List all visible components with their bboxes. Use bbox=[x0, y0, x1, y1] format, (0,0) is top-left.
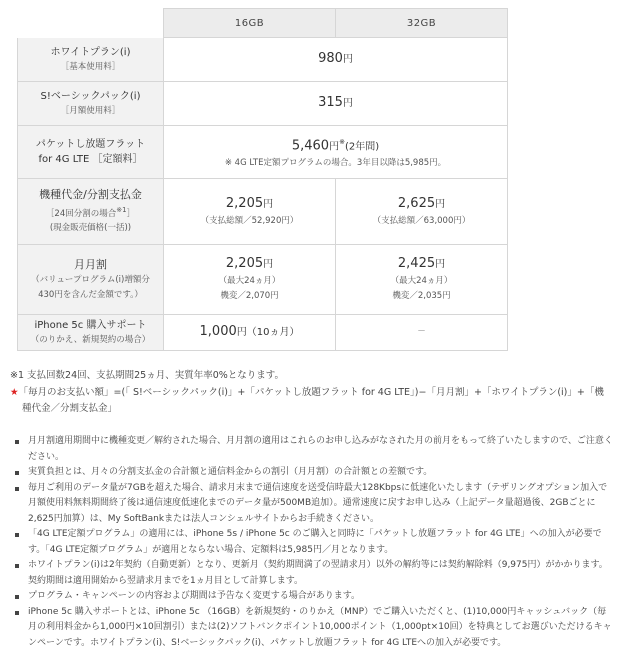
price-amount: 2,425 bbox=[398, 256, 435, 271]
list-item: ホワイトプラン(i)は2年契約（自動更新）となり、更新月（契約期間満了の翌請求月）以外の解約等には契約解除料（9,975円）がかかります。契約期間は適用開始から翌請求月までを1ヵ月目として計算します。 bbox=[10, 558, 615, 589]
row-label-sub: ［24回分割の場合$^{※1}$］ bbox=[46, 203, 135, 222]
row-label-main: 月月割 bbox=[74, 257, 107, 273]
price-note: ※ 4G LTE定額プログラムの場合。3年目以降は5,985円。 bbox=[225, 156, 446, 171]
price-sub: （支払総額／52,920円） bbox=[201, 214, 299, 229]
table-row bbox=[17, 315, 508, 351]
row-label bbox=[18, 126, 164, 178]
price-sub2: 機変／2,070円 bbox=[220, 289, 278, 304]
notes bbox=[10, 368, 610, 417]
merged-cell bbox=[164, 126, 507, 178]
row-label-sub2: (現金販売価格(一括)) bbox=[50, 221, 131, 236]
merged-cell bbox=[164, 38, 507, 81]
table-row bbox=[17, 38, 508, 82]
note-mark: ※ bbox=[339, 138, 345, 146]
cell-32gb: 2,425円 （最大24ヵ月） 機変／2,035円 bbox=[335, 245, 507, 314]
price-amount: 315 bbox=[318, 95, 343, 110]
row-label bbox=[18, 179, 164, 244]
not-applicable: － bbox=[417, 325, 426, 340]
price-amount: 2,205 bbox=[226, 196, 263, 211]
price-sub2: 機変／2,035円 bbox=[392, 289, 450, 304]
cell-16gb: 2,205円 （支払総額／52,920円） bbox=[164, 179, 335, 244]
list-item: 実質負担とは、月々の分割支払金の合計額と通信料金からの割引（月月割）の合計額との差額です。 bbox=[10, 465, 615, 481]
period: (2年間) bbox=[345, 141, 379, 152]
price-sub: （支払総額／63,000円） bbox=[373, 214, 471, 229]
cell-16gb: 2,205円 （最大24ヵ月） 機変／2,070円 bbox=[164, 245, 335, 314]
row-label-main: 機種代金/分割支払金 bbox=[39, 187, 142, 203]
price-amount: 2,205 bbox=[226, 256, 263, 271]
header-32gb: 32GB bbox=[335, 9, 507, 37]
row-label bbox=[18, 82, 164, 125]
price-amount: 2,625 bbox=[398, 196, 435, 211]
price-amount: 5,460 bbox=[292, 138, 329, 153]
row-label-sub2: 430円を含んだ金額です。） bbox=[38, 288, 143, 303]
row-label bbox=[18, 245, 164, 314]
price-sub: （最大24ヵ月） bbox=[391, 274, 453, 289]
price-sub: （最大24ヵ月） bbox=[219, 274, 281, 289]
cell-16gb: 1,000円（10ヵ月） bbox=[164, 315, 335, 350]
row-label-main: iPhone 5c 購入サポート bbox=[35, 318, 147, 333]
bullet-list bbox=[10, 434, 615, 651]
row-label-sub: ［基本使用料］ bbox=[61, 60, 121, 75]
formula bbox=[10, 385, 610, 417]
cell-32gb bbox=[335, 315, 507, 350]
table-row bbox=[17, 245, 508, 315]
yen-unit: 円 bbox=[343, 54, 353, 65]
row-label-sub: for 4G LTE ［定額料］ bbox=[38, 152, 142, 167]
yen-unit: 円 bbox=[329, 141, 339, 152]
yen-unit: 円 bbox=[343, 98, 353, 109]
price-amount: 1,000 bbox=[200, 324, 237, 339]
row-label bbox=[18, 38, 164, 81]
price-amount: 980 bbox=[318, 51, 343, 66]
table-row bbox=[17, 126, 508, 179]
list-item: 月月割適用期間中に機種変更／解約された場合、月月割の適用はこれらのお申し込みがなされた月の前月をもって終了いたしますので、ご注意ください。 bbox=[10, 434, 615, 465]
list-item: 「4G LTE定額プログラム」の適用には、iPhone 5s / iPhone 5c のご購入と同時に「パケットし放題フラット for 4G LTE」への加入が必要です。「4G LTE定額プログラム」が適用とならない場合、定額料は5,985円／月となります。 bbox=[10, 527, 615, 558]
table-row bbox=[17, 179, 508, 245]
star-icon: ★ bbox=[10, 387, 19, 398]
row-label-main: S!ベーシックパック(i) bbox=[41, 89, 141, 104]
row-label-main: ホワイトプラン(i) bbox=[51, 45, 131, 60]
row-label-sub: （バリュープログラム(i)増額分 bbox=[31, 273, 150, 288]
merged-cell bbox=[164, 82, 507, 125]
footnote: ※1 支払回数24回、支払期間25ヵ月、実質年率0%となります。 bbox=[10, 368, 610, 384]
row-label-sub: ［月額使用料］ bbox=[61, 104, 121, 119]
row-label bbox=[18, 315, 164, 350]
formula-text: 「毎月のお支払い額」=(「 S!ベーシックパック(i)」+「パケットし放題フラット for 4G LTE」)−「月月割」+「ホワイトプラン(i)」+「機種代金／分割支払金」 bbox=[19, 387, 604, 414]
list-item: 毎月ご利用のデータ量が7GBを超えた場合、請求月末まで通信速度を送受信時最大128Kbpsに低速化いたします（テザリングオプション加入で月額使用料無料期間終了後は通信速度低速化までのデータ量が500MB追加）。通常速度に戻すお申し込み（上記データ量超過後、2GBごとに2,625円加算）は、My SoftBankまたは法人コンシェルサイトからお手続きください。 bbox=[10, 481, 615, 528]
table-row bbox=[17, 82, 508, 126]
cell-32gb: 2,625円 （支払総額／63,000円） bbox=[335, 179, 507, 244]
table-header bbox=[163, 8, 508, 38]
list-item: プログラム・キャンペーンの内容および期間は予告なく変更する場合があります。 bbox=[10, 589, 615, 605]
header-16gb: 16GB bbox=[164, 9, 335, 37]
row-label-sub: （のりかえ、新規契約の場合） bbox=[31, 333, 151, 348]
pricing-table bbox=[17, 8, 508, 351]
row-label-main: パケットし放題フラット bbox=[36, 137, 145, 152]
list-item: iPhone 5c 購入サポートとは、iPhone 5c （16GB）を新規契約・のりかえ（MNP）でご購入いただくと、(1)10,000円キャッシュバック（毎月の利用料金から1,000円×10回割引）または(2)ソフトバンクポイント10,000ポイント（1,000pt×10回）を特典としてお選びいただけるキャンペーンです。ホワイトプラン(i)、S!ベーシックパック(i)、パケットし放題フラット for 4G LTEへの加入が必要です。 bbox=[10, 605, 615, 651]
